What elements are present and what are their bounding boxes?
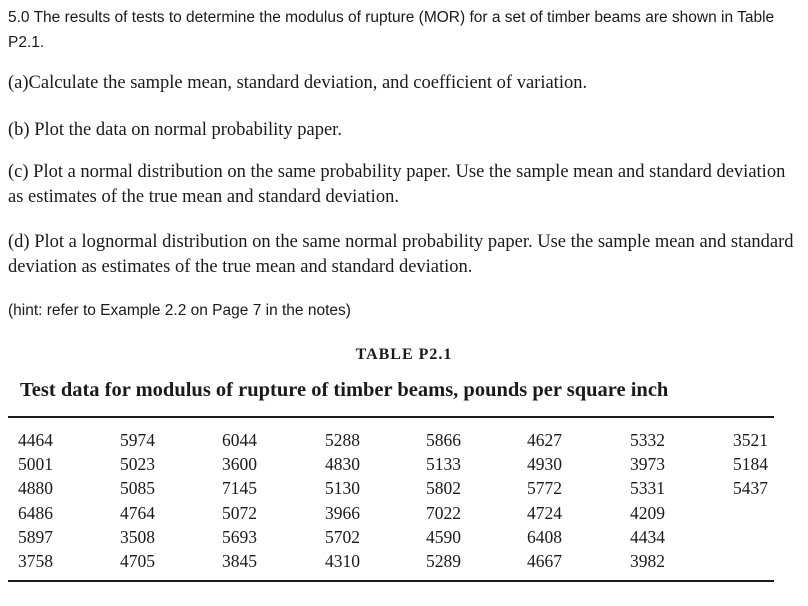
table-cell: 4464	[18, 430, 53, 450]
table-cell: 4930	[527, 454, 562, 475]
table-cell: 5072	[222, 502, 257, 523]
table-column-4	[325, 428, 360, 573]
table-cell: 4830	[325, 454, 360, 475]
table-cell: 5897	[18, 526, 53, 547]
table-cell: 7145	[222, 478, 257, 499]
table-cell: 3845	[222, 551, 257, 572]
table-cell: 4590	[426, 526, 461, 547]
table-column-5	[426, 428, 461, 573]
table-bottom-rule	[8, 580, 774, 582]
table-cell: 5085	[120, 478, 155, 499]
table-cell: 4705	[120, 551, 155, 572]
table-column-8	[733, 428, 768, 501]
table-cell: 3758	[18, 551, 53, 572]
problem-intro: 5.0 The results of tests to determine the modulus of rupture (MOR) for a set of timber beams are shown in Table P2.1.	[8, 9, 775, 51]
table-cell: 5332	[630, 430, 665, 450]
table-column-2	[120, 428, 155, 573]
table-cell: 5023	[120, 454, 155, 475]
part-c-text: (c) Plot a normal distribution on the same probability paper. Use the sample mean and standard deviation as estimates of the true mean and standard deviation.	[8, 162, 786, 207]
table-cell: 4764	[120, 502, 155, 523]
table-column-1	[18, 428, 53, 573]
table-cell: 4667	[527, 551, 562, 572]
table-cell: 3966	[325, 502, 360, 523]
table-cell: 4434	[630, 526, 665, 547]
table-cell: 5702	[325, 526, 360, 547]
part-b-text: (b) Plot the data on normal probability paper.	[8, 120, 342, 140]
table-cell: 5001	[18, 454, 53, 475]
table-cell: 5130	[325, 478, 360, 499]
table-column-3	[222, 428, 257, 573]
table-cell: 4724	[527, 502, 562, 523]
table-cell: 4209	[630, 502, 665, 523]
table-cell: 3982	[630, 551, 665, 572]
table-cell: 5802	[426, 478, 461, 499]
part-d-text: (d) Plot a lognormal distribution on the same normal probability paper. Use the sample mean and standard deviation as estimates of the true mean and standard deviation.	[8, 232, 794, 277]
table-cell: 5133	[426, 454, 461, 475]
table-column-6	[527, 428, 562, 573]
table-top-rule	[8, 416, 774, 418]
table-cell: 3521	[733, 430, 768, 450]
table-cell: 5974	[120, 430, 155, 450]
table-column-7	[630, 428, 665, 573]
table-cell: 6486	[18, 502, 53, 523]
table-cell: 4880	[18, 478, 53, 499]
table-cell: 4310	[325, 551, 360, 572]
table-cell: 7022	[426, 502, 461, 523]
table-cell: 6408	[527, 526, 562, 547]
table-cell: 6044	[222, 430, 257, 450]
table-cell: 3508	[120, 526, 155, 547]
table-cell: 5288	[325, 430, 360, 450]
table-cell: 5693	[222, 526, 257, 547]
table-label: TABLE P2.1	[355, 346, 453, 363]
hint-text: (hint: refer to Example 2.2 on Page 7 in the notes)	[8, 302, 351, 319]
table-cell: 5331	[630, 478, 665, 499]
table-caption: Test data for modulus of rupture of timber beams, pounds per square inch	[20, 379, 669, 401]
table-cell: 5289	[426, 551, 461, 572]
table-cell: 5437	[733, 478, 768, 499]
table-cell: 5866	[426, 430, 461, 450]
table-cell: 4627	[527, 430, 562, 450]
part-a-text: (a)Calculate the sample mean, standard deviation, and coefficient of variation.	[8, 73, 588, 93]
table-cell: 5184	[733, 454, 768, 475]
table-cell: 3600	[222, 454, 257, 475]
table-cell: 5772	[527, 478, 562, 499]
table-cell: 3973	[630, 454, 665, 475]
